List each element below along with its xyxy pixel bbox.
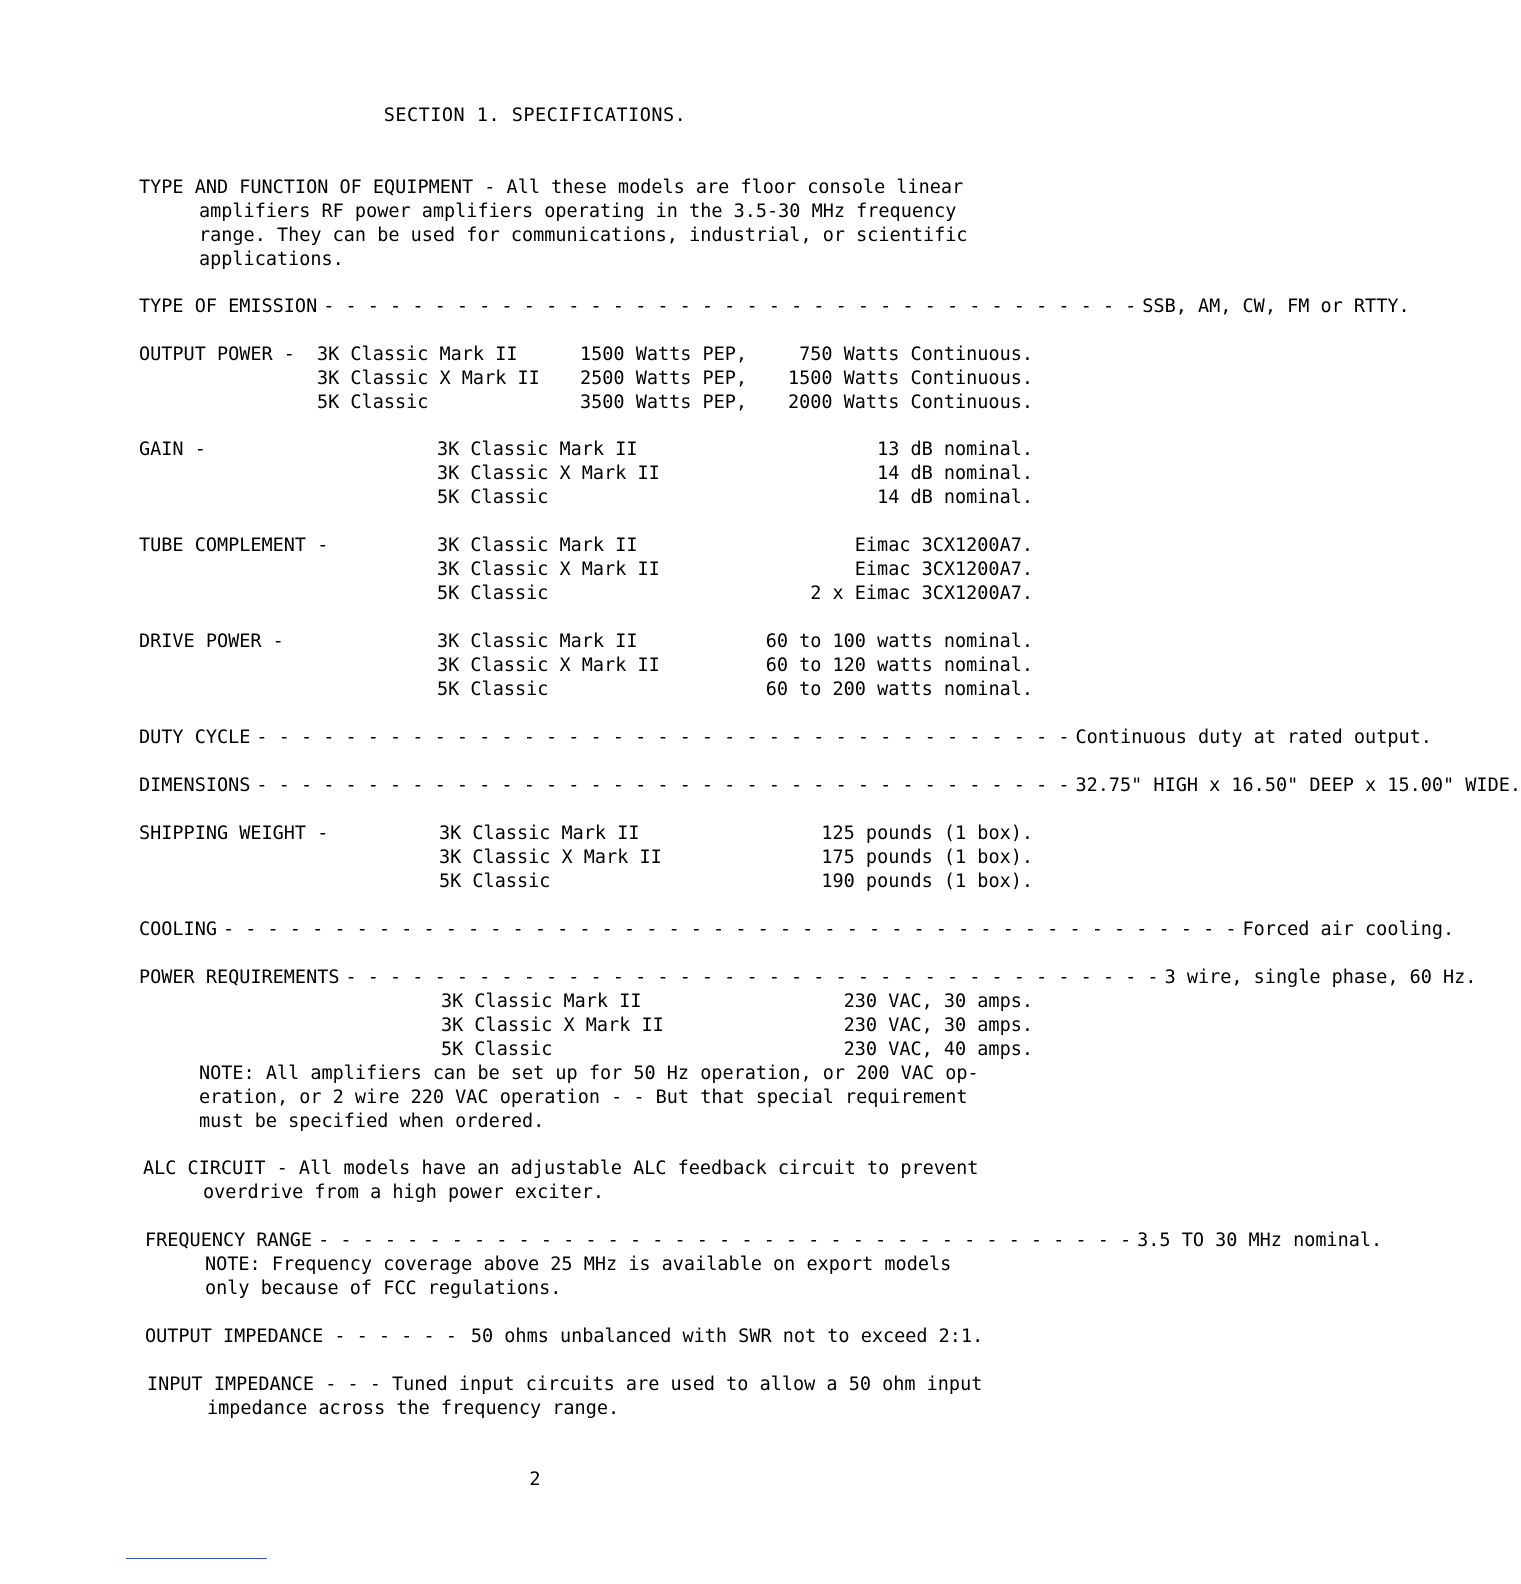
- power-value: 230 VAC, 30 amps.: [843, 991, 1033, 1012]
- power-value: 230 VAC, 40 amps.: [843, 1039, 1033, 1060]
- page-number: 2: [529, 1469, 541, 1490]
- output-impedance-label: OUTPUT IMPEDANCE - - - - - -: [145, 1326, 457, 1347]
- model-name: 3K Classic X Mark II: [437, 463, 660, 484]
- freq-note-line: only because of FCC regulations.: [205, 1278, 562, 1299]
- model-name: 3K Classic Mark II: [437, 439, 638, 460]
- type-function-line: applications.: [199, 249, 344, 270]
- model-name: 5K Classic: [439, 871, 551, 892]
- output-power-label: OUTPUT POWER -: [139, 344, 295, 365]
- type-function-line: TYPE AND FUNCTION OF EQUIPMENT - All these models are floor console linear: [139, 177, 964, 198]
- leader-dashes: - - - - - - - - - - - - - - - - - - - - - - - - - - - - - - - - - - - - -: [256, 775, 1070, 796]
- cooling-value: Forced air cooling.: [1242, 919, 1455, 940]
- pep-value: 2500 Watts PEP,: [580, 368, 748, 389]
- shipping-value: 175 pounds (1 box).: [821, 847, 1033, 868]
- power-req-value: 3 wire, single phase, 60 Hz.: [1164, 967, 1477, 988]
- continuous-value: 1500 Watts Continuous.: [787, 368, 1033, 389]
- drive-value: 60 to 120 watts nominal.: [765, 655, 1033, 676]
- tube-value: Eimac 3CX1200A7.: [854, 535, 1033, 556]
- gain-value: 13 dB nominal.: [877, 439, 1033, 460]
- cooling-label: COOLING: [139, 919, 217, 940]
- power-req-label: POWER REQUIREMENTS: [139, 967, 340, 988]
- continuous-value: 750 Watts Continuous.: [799, 344, 1033, 365]
- model-name: 3K Classic Mark II: [439, 823, 640, 844]
- model-name: 3K Classic Mark II: [437, 535, 638, 556]
- dimensions-value: 32.75" HIGH x 16.50" DEEP x 15.00" WIDE.: [1075, 775, 1521, 796]
- type-function-line: range. They can be used for communications, industrial, or scientific: [199, 225, 968, 246]
- leader-dashes: - - - - - - - - - - - - - - - - - - - - - - - - - - - - - - - - - - - - - - - - - - - - - -: [222, 919, 1237, 940]
- dimensions-row: [139, 774, 1521, 798]
- model-name: 5K Classic: [437, 487, 549, 508]
- shipping-section: [139, 822, 1033, 894]
- model-name: 3K Classic X Mark II: [317, 368, 540, 389]
- alc-line: ALC CIRCUIT - All models have an adjustable ALC feedback circuit to prevent: [143, 1158, 979, 1179]
- power-note-line: must be specified when ordered.: [199, 1111, 545, 1132]
- pep-value: 1500 Watts PEP,: [580, 344, 748, 365]
- shipping-value: 125 pounds (1 box).: [821, 823, 1033, 844]
- footer-rule: [126, 1558, 267, 1559]
- alc-section: [143, 1157, 1037, 1205]
- model-name: 5K Classic: [437, 679, 549, 700]
- tube-section: [139, 534, 1033, 606]
- gain-value: 14 dB nominal.: [877, 487, 1033, 508]
- freq-section: [145, 1229, 1383, 1301]
- model-name: 3K Classic Mark II: [317, 344, 518, 365]
- leader-dashes: - - - - - - - - - - - - - - - - - - - - - - - - - - - - - - - - - - - - -: [323, 296, 1137, 317]
- tube-value: 2 x Eimac 3CX1200A7.: [810, 583, 1033, 604]
- duty-value: Continuous duty at rated output.: [1075, 727, 1432, 748]
- model-name: 5K Classic: [317, 392, 429, 413]
- model-name: 3K Classic X Mark II: [437, 655, 660, 676]
- duty-label: DUTY CYCLE: [139, 727, 251, 748]
- section-title: SECTION 1. SPECIFICATIONS.: [383, 105, 687, 126]
- leader-dashes: - - - - - - - - - - - - - - - - - - - - - - - - - - - - - - - - - - - - -: [256, 727, 1070, 748]
- model-name: 5K Classic: [437, 583, 549, 604]
- shipping-value: 190 pounds (1 box).: [821, 871, 1033, 892]
- model-name: 3K Classic X Mark II: [439, 847, 662, 868]
- freq-value: 3.5 TO 30 MHz nominal.: [1137, 1230, 1383, 1251]
- shipping-label: SHIPPING WEIGHT -: [139, 823, 329, 844]
- duty-row: [139, 726, 1432, 750]
- input-impedance-line: INPUT IMPEDANCE - - - Tuned input circuits are used to allow a 50 ohm input: [147, 1374, 983, 1395]
- output-impedance-row: [145, 1325, 1039, 1349]
- input-impedance-section: [147, 1373, 1041, 1421]
- alc-line: overdrive from a high power exciter.: [203, 1182, 604, 1203]
- freq-label: FREQUENCY RANGE: [145, 1230, 313, 1251]
- gain-label: GAIN -: [139, 439, 206, 460]
- power-note-line: eration, or 2 wire 220 VAC operation - - But that special requirement: [199, 1087, 968, 1108]
- leader-dashes: - - - - - - - - - - - - - - - - - - - - - - - - - - - - - - - - - - - - -: [345, 967, 1159, 988]
- cooling-row: [139, 918, 1455, 942]
- model-name: 3K Classic Mark II: [437, 631, 638, 652]
- model-name: 3K Classic X Mark II: [437, 559, 660, 580]
- model-name: 5K Classic: [441, 1039, 553, 1060]
- dimensions-label: DIMENSIONS: [139, 775, 251, 796]
- emission-value: SSB, AM, CW, FM or RTTY.: [1142, 296, 1410, 317]
- pep-value: 3500 Watts PEP,: [580, 392, 748, 413]
- model-name: 3K Classic Mark II: [441, 991, 642, 1012]
- continuous-value: 2000 Watts Continuous.: [787, 392, 1033, 413]
- output-power-section: [139, 343, 1033, 415]
- gain-value: 14 dB nominal.: [877, 463, 1033, 484]
- power-note-line: NOTE: All amplifiers can be set up for 50 Hz operation, or 200 VAC op-: [199, 1063, 979, 1084]
- emission-label: TYPE OF EMISSION: [139, 296, 318, 317]
- input-impedance-line: impedance across the frequency range.: [207, 1398, 620, 1419]
- tube-value: Eimac 3CX1200A7.: [854, 559, 1033, 580]
- drive-value: 60 to 200 watts nominal.: [765, 679, 1033, 700]
- power-value: 230 VAC, 30 amps.: [843, 1015, 1033, 1036]
- drive-label: DRIVE POWER -: [139, 631, 284, 652]
- model-name: 3K Classic X Mark II: [441, 1015, 664, 1036]
- emission-row: [139, 295, 1410, 319]
- output-impedance-value: 50 ohms unbalanced with SWR not to exceed 2:1.: [470, 1326, 984, 1347]
- leader-dashes: - - - - - - - - - - - - - - - - - - - - - - - - - - - - - - - - - - - - -: [318, 1230, 1132, 1251]
- power-req-section: [139, 966, 1477, 1134]
- drive-section: [139, 630, 1033, 702]
- type-function-line: amplifiers RF power amplifiers operating in the 3.5-30 MHz frequency: [199, 201, 957, 222]
- gain-section: [139, 438, 1033, 510]
- tube-label: TUBE COMPLEMENT -: [139, 535, 329, 556]
- freq-note-line: NOTE: Frequency coverage above 25 MHz is available on export models: [205, 1254, 952, 1275]
- type-function-section: [139, 176, 1033, 272]
- drive-value: 60 to 100 watts nominal.: [765, 631, 1033, 652]
